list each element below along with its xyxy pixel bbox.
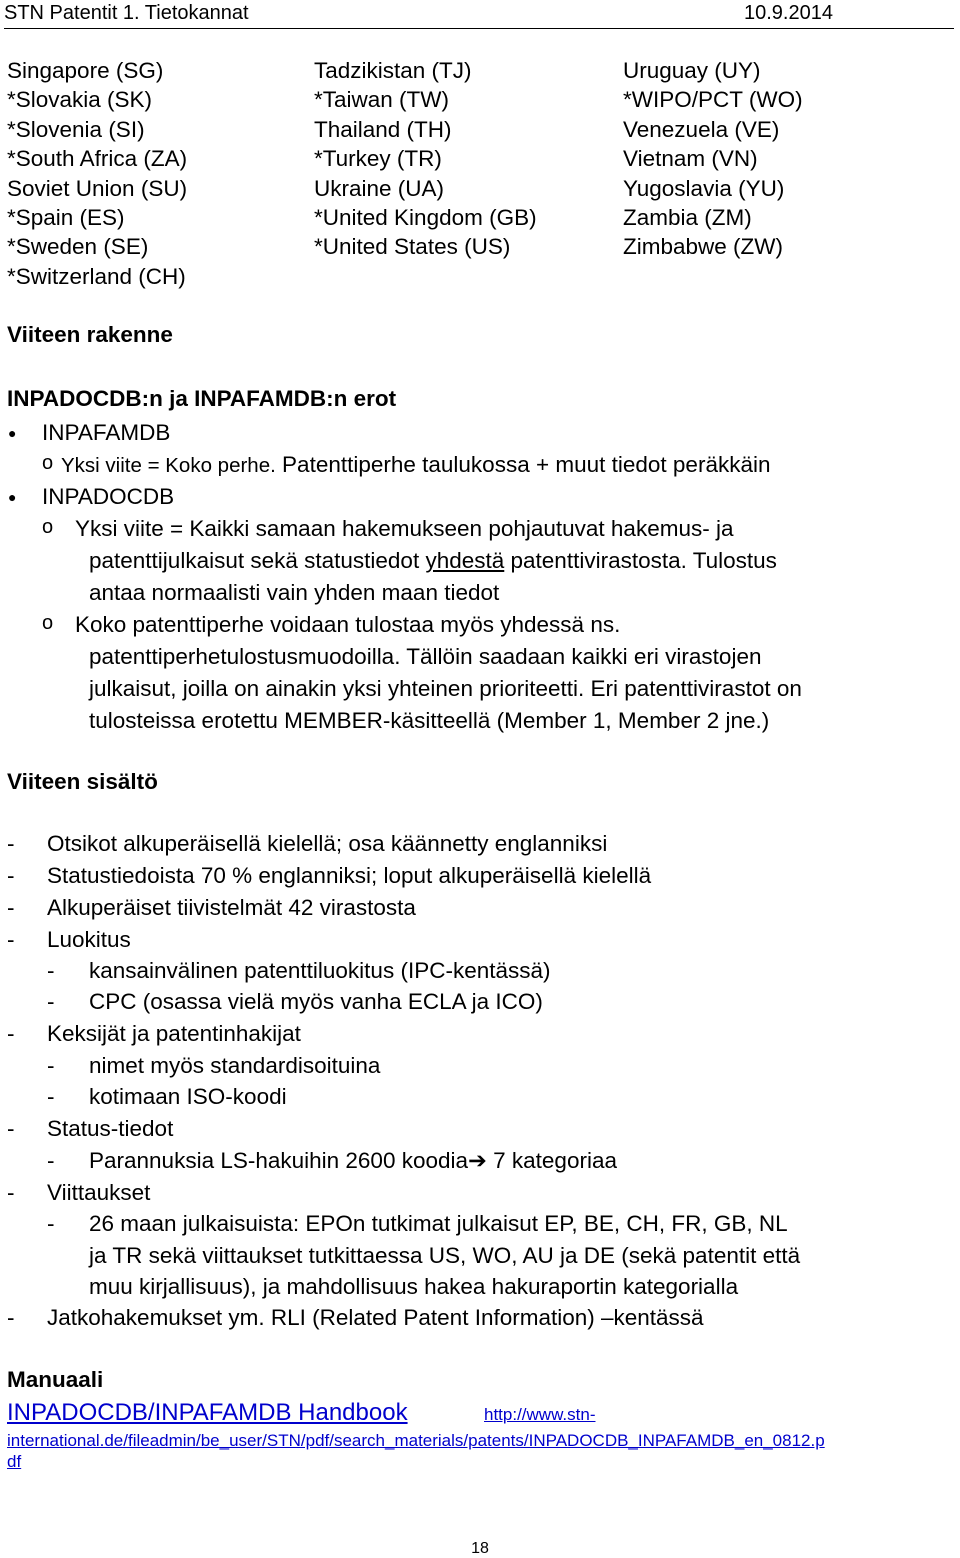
dash-marker: - <box>47 1148 55 1173</box>
url-link[interactable]: international.de/fileadmin/be_user/STN/pdf/search_materials/patents/INPADOCDB_INPAFAMDB_en_0812.p <box>7 1431 825 1450</box>
inpadocdb-sub2-line1: Koko patenttiperhe voidaan tulostaa myös yhdessä ns. <box>75 612 621 637</box>
url-link[interactable]: df <box>7 1452 22 1471</box>
inpadocdb-sub1-line1: Yksi viite = Kaikki samaan hakemukseen pohjautuvat hakemus- ja <box>75 516 734 541</box>
country-item: Yugoslavia (YU) <box>623 175 785 201</box>
country-item: Venezuela (VE) <box>623 116 780 142</box>
list-item: Status-tiedot <box>47 1116 174 1141</box>
list-subitem: CPC (osassa vielä myös vanha ECLA ja ICO) <box>89 989 543 1014</box>
dash-marker: - <box>7 831 15 856</box>
list-item: Statustiedoista 70 % englanniksi; loput alkuperäisellä kielellä <box>47 863 652 888</box>
country-item: Singapore (SG) <box>7 58 164 83</box>
inpafamdb-sub1 <box>61 449 770 481</box>
section-heading-sisalto: Viiteen sisältö <box>7 769 158 794</box>
bullet-icon: ● <box>8 489 17 505</box>
country-column-1 <box>7 56 187 291</box>
country-item: *Sweden (SE) <box>7 234 149 260</box>
list-item: Otsikot alkuperäisellä kielellä; osa käännetty englanniksi <box>47 831 608 856</box>
country-item: Vietnam (VN) <box>623 146 758 172</box>
dash-marker: - <box>7 1021 15 1046</box>
list-item: Keksijät ja patentinhakijat <box>47 1021 301 1046</box>
url-link[interactable]: http://www.stn- <box>484 1405 596 1424</box>
inpadocdb-sub2-line4: tulosteissa erotettu MEMBER-käsitteellä (Member 1, Member 2 jne.) <box>89 708 770 733</box>
inpafamdb-sub1-b: Patenttiperhe taulukossa + muut tiedot peräkkäin <box>275 452 771 477</box>
dash-marker: - <box>7 1116 15 1141</box>
dash-marker: - <box>47 1084 55 1109</box>
country-item: *WIPO/PCT (WO) <box>623 87 803 113</box>
list-item: Alkuperäiset tiivistelmät 42 virastosta <box>47 895 416 920</box>
sub-bullet-icon: o <box>42 452 54 474</box>
country-item: Thailand (TH) <box>314 116 452 142</box>
list-subitem: nimet myös standardisoituina <box>89 1053 381 1078</box>
country-item: Ukraine (UA) <box>314 175 445 201</box>
inpadocdb-sub2-line3: julkaisut, joilla on ainakin yksi yhteinen prioriteetti. Eri patenttivirastot on <box>89 676 802 701</box>
country-item: Zimbabwe (ZW) <box>623 234 784 260</box>
list-subitem <box>89 1148 617 1174</box>
list-subitem: kotimaan ISO-koodi <box>89 1084 287 1109</box>
text-a: Parannuksia LS-hakuihin 2600 koodia <box>89 1148 469 1173</box>
inpadocdb-sub1-line2 <box>89 545 777 576</box>
inpafamdb-title: INPAFAMDB <box>42 420 171 445</box>
underlined-word: yhdestä <box>425 548 505 573</box>
country-item: *Taiwan (TW) <box>314 87 450 113</box>
list-subitem-cont: ja TR sekä viittaukset tutkittaessa US, WO, AU ja DE (sekä patentit että <box>89 1243 801 1268</box>
section-heading-rakenne: Viiteen rakenne <box>7 322 173 347</box>
country-item: Soviet Union (SU) <box>7 175 188 201</box>
country-item: *Spain (ES) <box>7 204 125 230</box>
country-item: *United States (US) <box>314 234 511 260</box>
list-subitem: 26 maan julkaisuista: EPOn tutkimat julkaisut EP, BE, CH, FR, GB, NL <box>89 1211 788 1236</box>
inpadocdb-sub1-line3: antaa normaalisti vain yhden maan tiedot <box>89 580 500 605</box>
page-number: 18 <box>471 1540 489 1557</box>
country-item: Zambia (ZM) <box>623 204 752 230</box>
dash-marker: - <box>7 1180 15 1205</box>
list-subitem-cont: muu kirjallisuus), ja mahdollisuus hakea hakuraportin kategorialla <box>89 1274 739 1299</box>
list-item: Viittaukset <box>47 1180 151 1205</box>
text-a: patenttijulkaisut sekä statustiedot <box>89 548 426 573</box>
list-item: Jatkohakemukset ym. RLI (Related Patent Information) –kentässä <box>47 1305 704 1330</box>
section-heading-manuaali: Manuaali <box>7 1367 104 1392</box>
subheading-erot: INPADOCDB:n ja INPAFAMDB:n erot <box>7 386 397 411</box>
dash-marker: - <box>47 1211 55 1236</box>
handbook-link[interactable]: INPADOCDB/INPAFAMDB Handbook <box>7 1399 408 1426</box>
country-item: *Switzerland (CH) <box>7 263 186 289</box>
country-item: Tadzikistan (TJ) <box>314 58 472 83</box>
country-item: *South Africa (ZA) <box>7 146 188 172</box>
header-title: STN Patentit 1. Tietokannat <box>4 2 249 24</box>
dash-marker: - <box>7 895 15 920</box>
country-item: *Slovakia (SK) <box>7 87 153 113</box>
sub-bullet-icon: o <box>42 612 54 634</box>
dash-marker: - <box>47 989 55 1014</box>
country-item: *Slovenia (SI) <box>7 116 145 142</box>
inpafamdb-sub1-a: Yksi viite = Koko perhe. <box>61 454 276 477</box>
arrow-right-icon: ➔ <box>468 1148 487 1173</box>
list-subitem: kansainvälinen patenttiluokitus (IPC-kentässä) <box>89 958 551 983</box>
country-item: *United Kingdom (GB) <box>314 204 537 230</box>
dash-marker: - <box>7 927 15 952</box>
list-item: Luokitus <box>47 927 131 952</box>
dash-marker: - <box>47 1053 55 1078</box>
dash-marker: - <box>47 958 55 983</box>
country-item: *Turkey (TR) <box>314 146 442 172</box>
inpadocdb-title: INPADOCDB <box>42 484 175 509</box>
country-item: Uruguay (UY) <box>623 58 761 83</box>
country-column-3 <box>623 56 803 262</box>
text-b: 7 kategoriaa <box>486 1148 617 1173</box>
bullet-icon: ● <box>8 425 17 441</box>
sub-bullet-icon: o <box>42 516 54 538</box>
dash-marker: - <box>7 1305 15 1330</box>
text-b: patenttivirastosta. Tulostus <box>504 548 777 573</box>
inpadocdb-sub2-line2: patenttiperhetulostusmuodoilla. Tällöin saadaan kaikki eri virastojen <box>89 644 762 669</box>
country-column-2 <box>314 56 537 262</box>
page-header <box>4 0 954 29</box>
header-date: 10.9.2014 <box>744 2 833 24</box>
dash-marker: - <box>7 863 15 888</box>
